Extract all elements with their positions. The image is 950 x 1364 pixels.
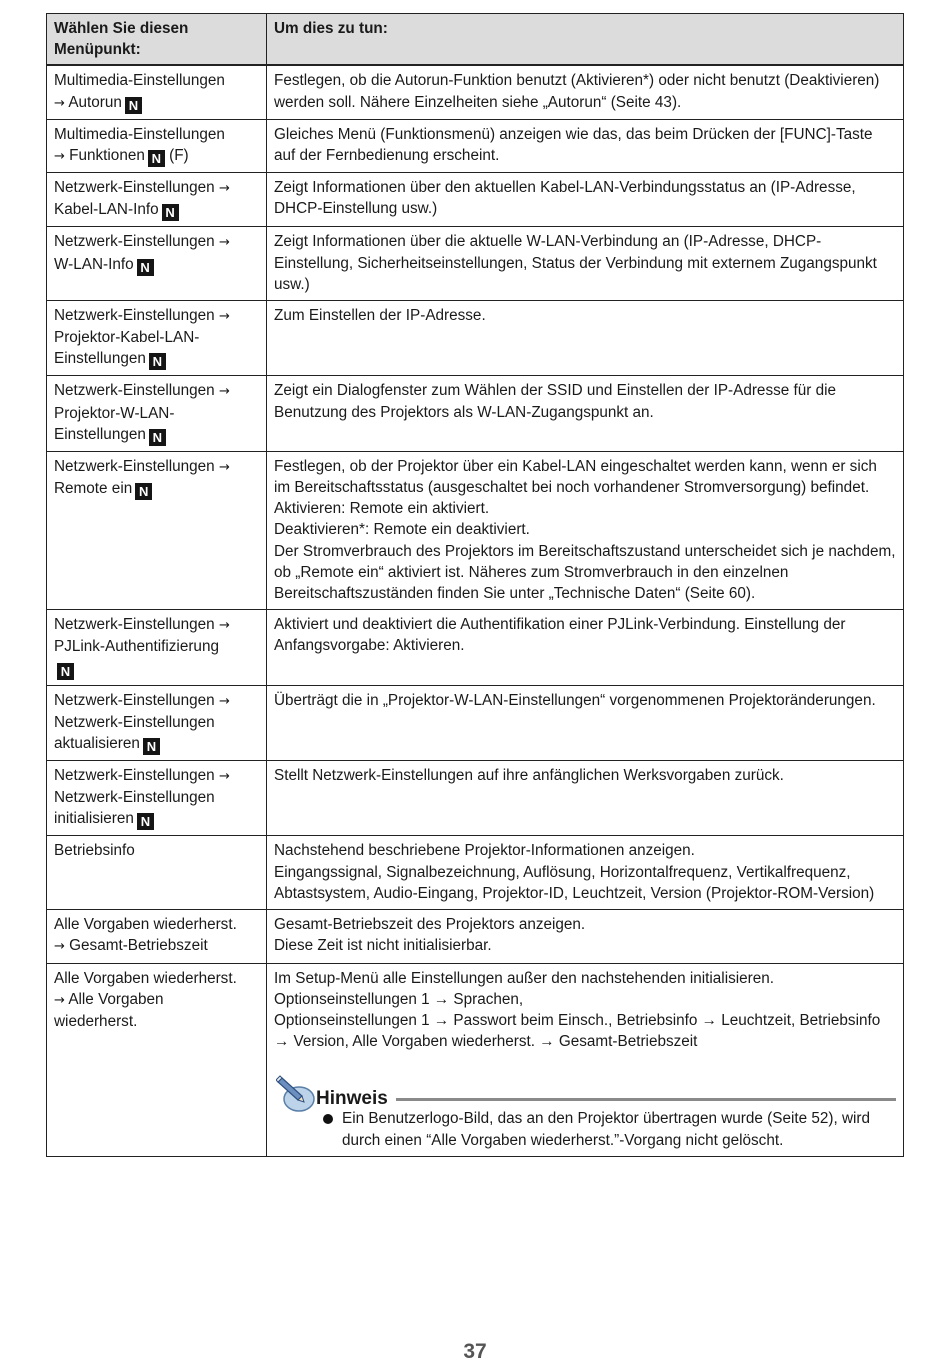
menu-line <box>54 914 259 935</box>
description-line: Optionseinstellungen 1 → Sprachen, <box>274 990 524 1008</box>
description-cell <box>267 227 904 301</box>
menu-item-cell <box>47 836 267 910</box>
description-cell <box>267 910 904 963</box>
menu-text: Autorun <box>68 93 122 111</box>
menu-line <box>54 424 259 446</box>
menu-line <box>54 124 259 145</box>
description-line: Aktiviert und deaktiviert die Authentifikation einer PJLink-Verbindung. Einstellung der Anfangsvorgabe: Aktivieren. <box>274 616 846 655</box>
n-badge-icon: N <box>125 97 142 114</box>
menu-text: Projektor-W-LAN- <box>54 404 175 422</box>
description-line: Im Setup-Menü alle Einstellungen außer den nachstehenden initialisieren. <box>274 969 775 987</box>
description-cell <box>267 451 904 609</box>
n-badge-icon: N <box>162 204 179 221</box>
menu-line <box>54 403 259 424</box>
menu-text: Alle Vorgaben wiederherst. <box>54 916 237 934</box>
menu-text: Kabel-LAN-Info <box>54 201 159 219</box>
menu-line <box>54 636 259 657</box>
menu-line <box>54 840 259 861</box>
menu-line <box>54 254 259 276</box>
menu-text: Netzwerk-Einstellungen <box>54 713 215 731</box>
arrow-icon: → <box>54 939 65 955</box>
menu-line <box>54 935 259 957</box>
description-cell <box>267 301 904 376</box>
menu-text: Remote ein <box>54 480 133 498</box>
table-row <box>47 173 904 227</box>
menu-line <box>54 231 259 253</box>
description-cell <box>267 173 904 227</box>
menu-line <box>54 92 259 114</box>
menu-text: Einstellungen <box>54 425 146 443</box>
header-menu-item: Wählen Sie diesen Menüpunkt: <box>47 14 267 66</box>
menu-text: Multimedia-Einstellungen <box>54 72 225 90</box>
menu-line <box>54 348 259 370</box>
menu-line <box>54 968 259 989</box>
menu-item-cell <box>47 301 267 376</box>
menu-line <box>54 456 259 478</box>
menu-item-cell <box>47 910 267 963</box>
description-line: Zum Einstellen der IP-Adresse. <box>274 307 486 325</box>
menu-text: Netzwerk-Einstellungen <box>54 457 215 475</box>
menu-text: Netzwerk-Einstellungen <box>54 233 215 251</box>
menu-line <box>54 658 259 680</box>
description-cell <box>267 610 904 685</box>
menu-text: PJLink-Authentifizierung <box>54 638 219 656</box>
menu-item-cell <box>47 173 267 227</box>
description-line: Festlegen, ob der Projektor über ein Kabel-LAN eingeschaltet werden kann, wenn er sich im Bereitschaftsstatus (ausgeschaltet bei noch vorhandener Stromversorgung) befindet. <box>274 457 877 497</box>
arrow-icon: → <box>218 235 230 251</box>
arrow-icon: → <box>218 384 230 400</box>
description-cell <box>267 963 904 1156</box>
menu-line <box>54 989 259 1011</box>
menu-table <box>46 13 904 1157</box>
arrow-icon: → <box>218 769 230 785</box>
hint-list <box>276 1108 896 1150</box>
menu-text: wiederherst. <box>54 1012 138 1030</box>
table-row <box>47 610 904 685</box>
menu-suffix: (F) <box>169 147 189 165</box>
menu-text: Netzwerk-Einstellungen <box>54 179 215 197</box>
menu-text: Projektor-Kabel-LAN- <box>54 329 200 347</box>
hint-title: Hinweis <box>316 1087 388 1109</box>
hint-box <box>276 1082 896 1150</box>
menu-line <box>54 712 259 733</box>
table-row <box>47 65 904 119</box>
table-row <box>47 301 904 376</box>
table-row <box>47 761 904 836</box>
menu-line <box>54 145 259 167</box>
description-line: Diese Zeit ist nicht initialisierbar. <box>274 937 492 955</box>
description-line: Aktivieren: Remote ein aktiviert. <box>274 500 490 518</box>
menu-line <box>54 380 259 402</box>
menu-text: Netzwerk-Einstellungen <box>54 691 215 709</box>
menu-text: W-LAN-Info <box>54 255 134 273</box>
menu-text: Einstellungen <box>54 350 146 368</box>
menu-text: initialisieren <box>54 810 134 828</box>
description-line: Gleiches Menü (Funktionsmenü) anzeigen wie das, das beim Drücken der [FUNC]-Taste auf der Fernbedienung erscheint. <box>274 125 873 165</box>
arrow-icon: → <box>218 618 230 634</box>
description-line: Zeigt Informationen über die aktuelle W-LAN-Verbindung an (IP-Adresse, DHCP-Einstellung, Sicherheitseinstellungen, Status der Verbindung mit externem Zugangspunkt usw.) <box>274 233 877 293</box>
description-cell <box>267 65 904 119</box>
description-cell <box>267 761 904 836</box>
menu-line <box>54 478 259 500</box>
description-line: Der Stromverbrauch des Projektors im Bereitschaftszustand unterscheidet sich je nachdem, ob „Remote ein“ aktiviert ist. Näheres zum Stromverbrauch in den einzelnen Bereitschaftszuständen finden Sie unter „Technische Daten“ (Seite 60). <box>274 542 896 603</box>
description-line: Eingangssignal, Signalbezeichnung, Auflösung, Horizontalfrequenz, Vertikalfrequenz, Abtastsystem, Audio-Eingang, Projektor-ID, Leuchtzeit, Version (Projektor-ROM-Version) <box>274 863 875 902</box>
menu-text: Netzwerk-Einstellungen <box>54 616 215 634</box>
menu-item-cell <box>47 610 267 685</box>
menu-text: Alle Vorgaben wiederherst. <box>54 969 237 987</box>
n-badge-icon: N <box>149 429 166 446</box>
table-row <box>47 685 904 760</box>
menu-line <box>54 177 259 199</box>
table-row <box>47 963 904 1156</box>
description-line: Gesamt-Betriebszeit des Projektors anzeigen. <box>274 916 586 934</box>
table-row <box>47 451 904 609</box>
menu-text: Netzwerk-Einstellungen <box>54 307 215 325</box>
arrow-icon: → <box>218 181 230 197</box>
menu-item-cell <box>47 963 267 1156</box>
table-row <box>47 227 904 301</box>
n-badge-icon: N <box>148 150 165 167</box>
menu-line <box>54 765 259 787</box>
n-badge-icon: N <box>135 483 152 500</box>
menu-line <box>54 787 259 808</box>
arrow-icon: → <box>218 309 230 325</box>
menu-text: Multimedia-Einstellungen <box>54 125 225 143</box>
arrow-icon: → <box>54 992 65 1008</box>
table-row <box>47 119 904 172</box>
description-line: Stellt Netzwerk-Einstellungen auf ihre anfänglichen Werksvorgaben zurück. <box>274 767 784 785</box>
menu-text: Netzwerk-Einstellungen <box>54 789 215 807</box>
menu-text: Netzwerk-Einstellungen <box>54 382 215 400</box>
menu-line <box>54 327 259 348</box>
menu-item-cell <box>47 119 267 172</box>
description-cell <box>267 376 904 451</box>
menu-item-cell <box>47 376 267 451</box>
n-badge-icon: N <box>137 259 154 276</box>
menu-item-cell <box>47 685 267 760</box>
pencil-note-icon <box>276 1074 320 1114</box>
arrow-icon: → <box>54 95 65 111</box>
hint-divider <box>396 1098 896 1101</box>
menu-line <box>54 1011 259 1032</box>
hint-item: Ein Benutzerlogo-Bild, das an den Projektor übertragen wurde (Seite 52), wird durch einen “Alle Vorgaben wiederherst.”-Vorgang nicht gelöscht. <box>342 1108 896 1150</box>
description-cell <box>267 836 904 910</box>
menu-item-cell <box>47 451 267 609</box>
description-line: Zeigt Informationen über den aktuellen Kabel-LAN-Verbindungsstatus an (IP-Adresse, DHCP-Einstellung usw.) <box>274 179 856 218</box>
n-badge-icon: N <box>143 738 160 755</box>
menu-line <box>54 199 259 221</box>
menu-text: Netzwerk-Einstellungen <box>54 767 215 785</box>
arrow-icon: → <box>54 149 65 165</box>
menu-line <box>54 70 259 91</box>
arrow-icon: → <box>218 693 230 709</box>
table-row <box>47 910 904 963</box>
arrow-icon: → <box>218 459 230 475</box>
description-line: Überträgt die in „Projektor-W-LAN-Einstellungen“ vorgenommenen Projektoränderungen. <box>274 691 876 709</box>
menu-text: Betriebsinfo <box>54 842 135 860</box>
description-line: Optionseinstellungen 1 → Passwort beim Einsch., Betriebsinfo → Leuchtzeit, Betriebsinfo → Version, Alle Vorgaben wiederherst. → Gesamt-Betriebszeit <box>274 1011 881 1051</box>
menu-item-cell <box>47 761 267 836</box>
menu-line <box>54 614 259 636</box>
menu-text: Funktionen <box>69 147 145 165</box>
description-cell <box>267 119 904 172</box>
menu-line <box>54 733 259 755</box>
menu-item-cell <box>47 227 267 301</box>
menu-line <box>54 305 259 327</box>
description-line: Festlegen, ob die Autorun-Funktion benutzt (Aktivieren*) oder nicht benutzt (Deaktivieren) werden soll. Nähere Einzelheiten siehe „Autorun“ (Seite 43). <box>274 72 880 111</box>
description-line: Deaktivieren*: Remote ein deaktiviert. <box>274 521 530 539</box>
header-action: Um dies zu tun: <box>267 14 904 66</box>
table-row <box>47 376 904 451</box>
n-badge-icon: N <box>137 813 154 830</box>
table-row <box>47 836 904 910</box>
description-line: Zeigt ein Dialogfenster zum Wählen der SSID und Einstellen der IP-Adresse für die Benutzung des Projektors als W-LAN-Zugangspunkt an. <box>274 382 837 421</box>
menu-item-cell <box>47 65 267 119</box>
menu-text: Gesamt-Betriebszeit <box>69 937 208 955</box>
menu-line <box>54 690 259 712</box>
n-badge-icon: N <box>57 663 74 680</box>
table-header-row <box>47 14 904 66</box>
description-line: Nachstehend beschriebene Projektor-Informationen anzeigen. <box>274 842 695 860</box>
menu-text: aktualisieren <box>54 735 140 753</box>
menu-line <box>54 808 259 830</box>
table-body <box>47 65 904 1156</box>
description-cell <box>267 685 904 760</box>
menu-text: Alle Vorgaben <box>68 990 164 1008</box>
n-badge-icon: N <box>149 353 166 370</box>
page-number: 37 <box>463 1340 487 1363</box>
